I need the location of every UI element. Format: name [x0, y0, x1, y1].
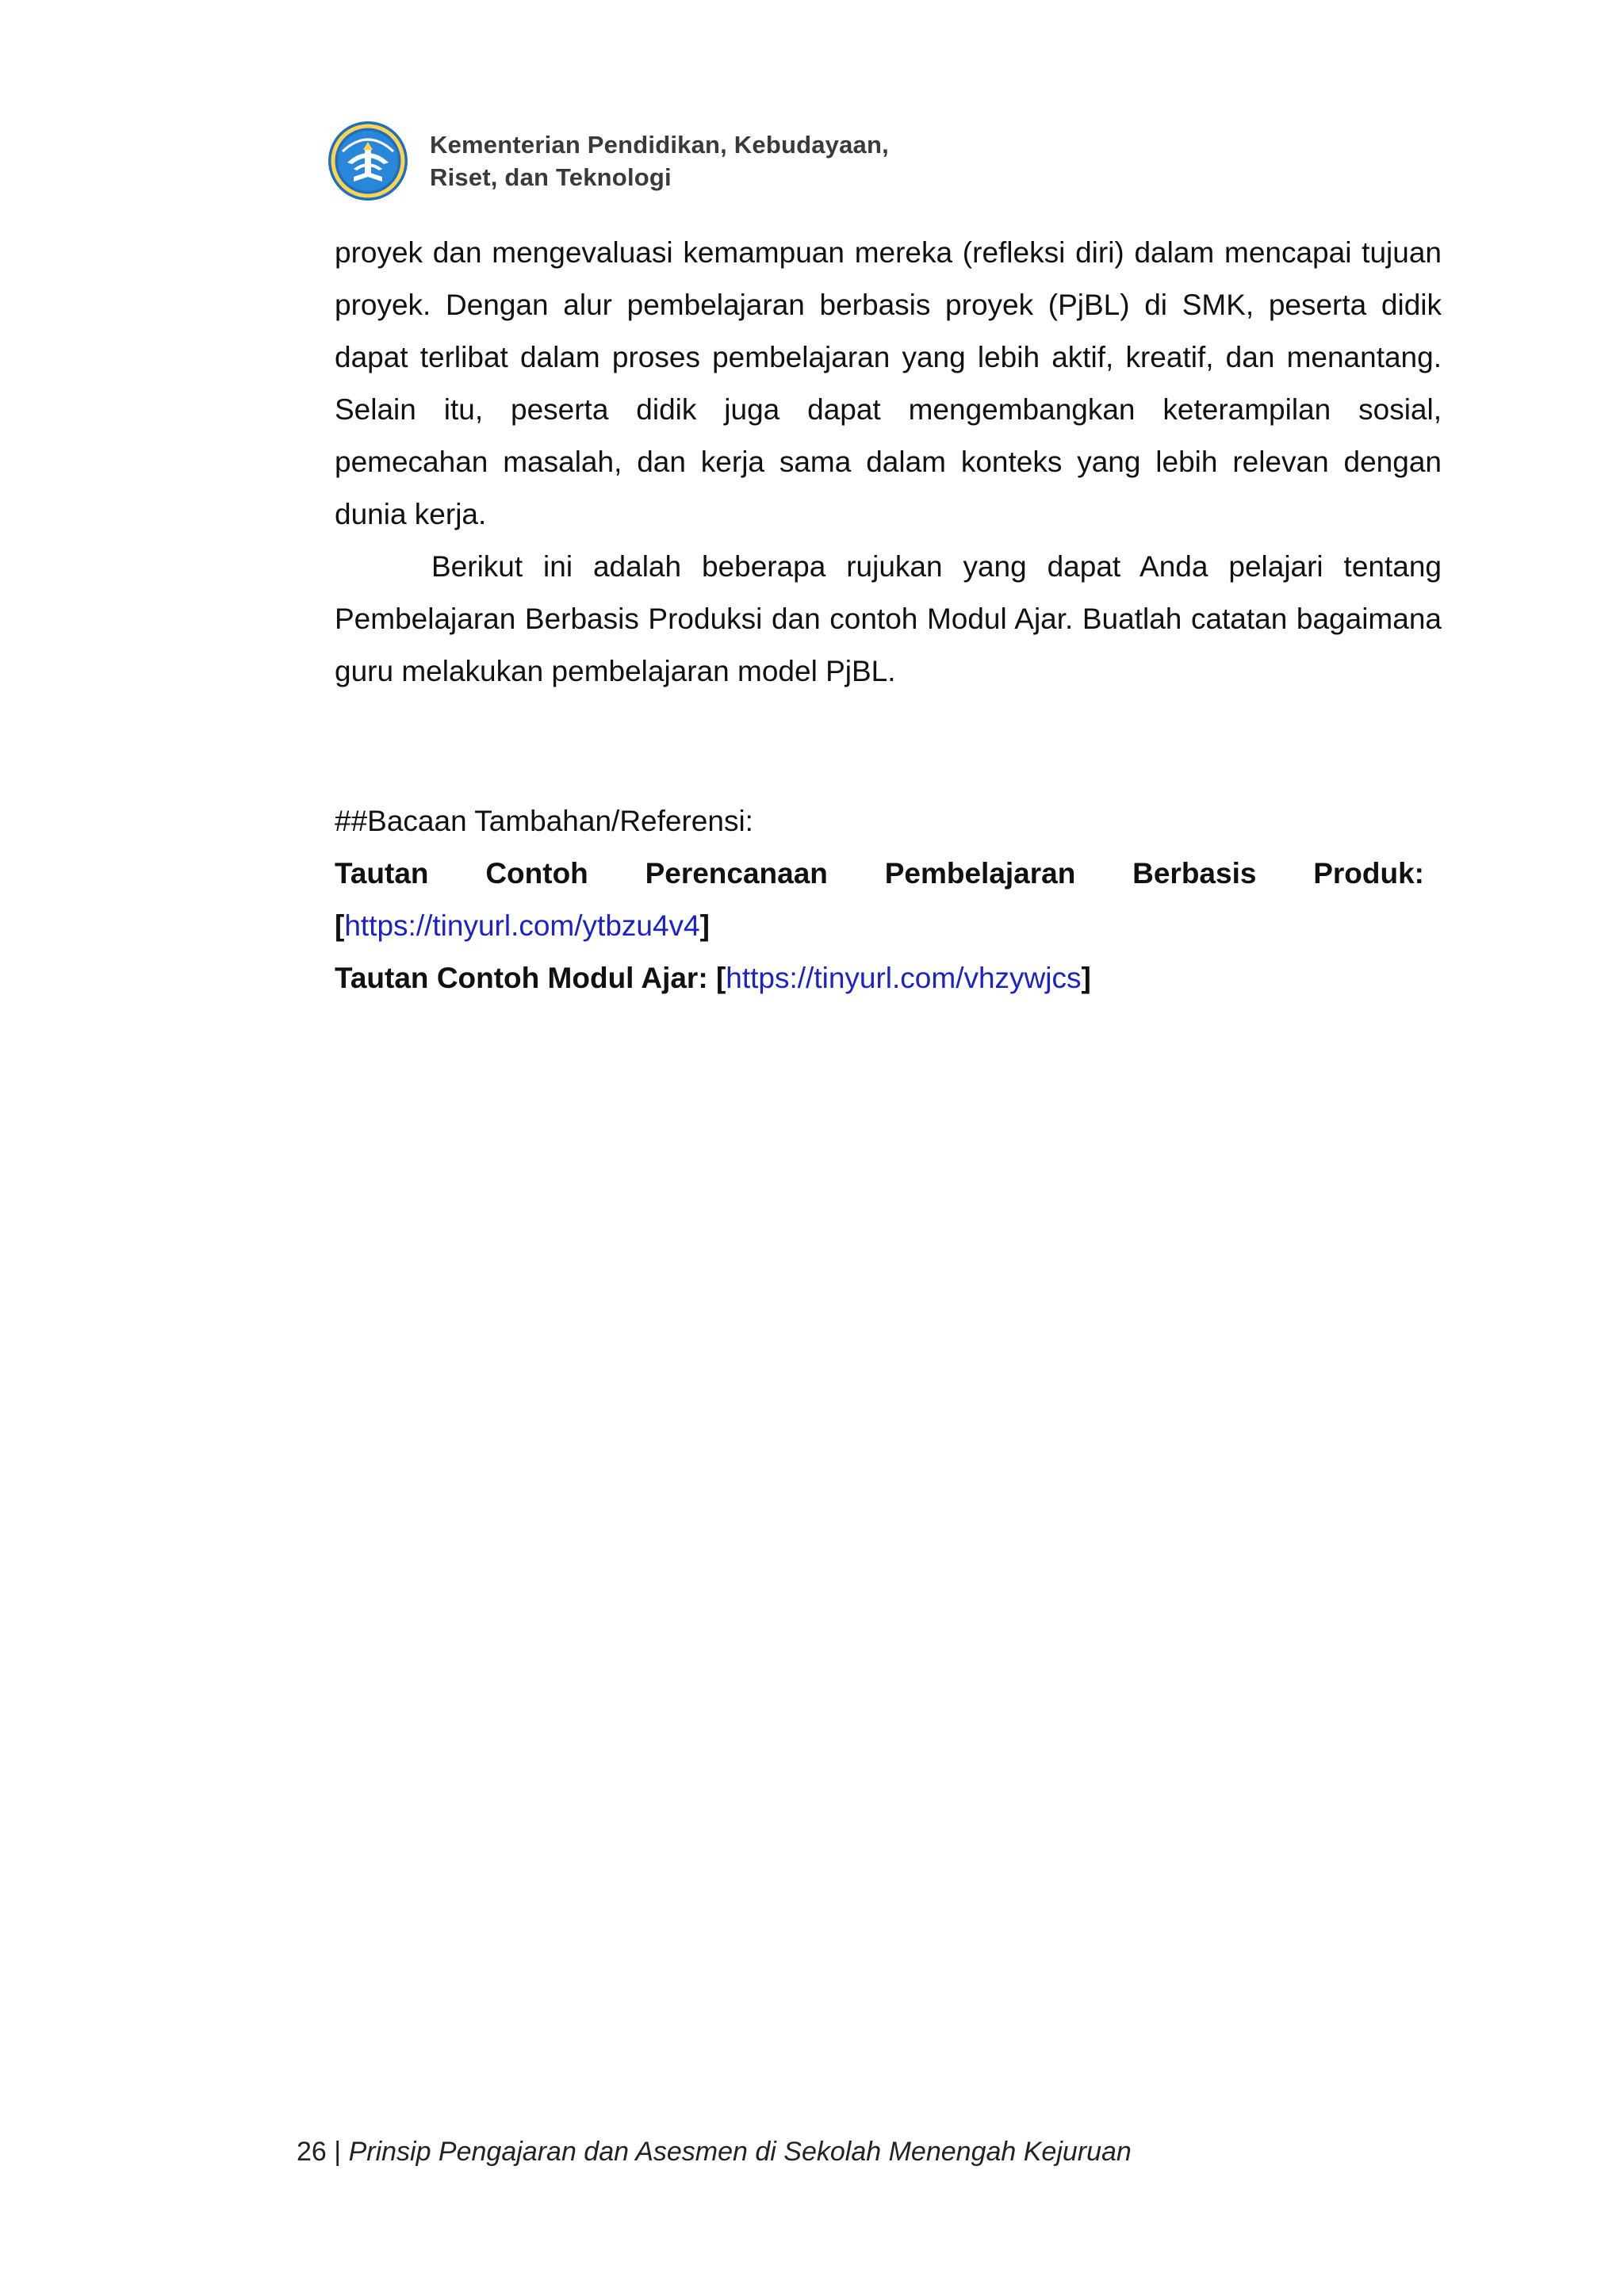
references-heading: ##Bacaan Tambahan/Referensi: — [335, 805, 753, 837]
reference-2-link[interactable]: https://tinyurl.com/vhzywjcs — [726, 962, 1082, 994]
reference-1-label — [335, 848, 1424, 900]
bracket-open: [ — [715, 962, 726, 994]
bracket-close: ] — [699, 909, 710, 942]
reference-1-word: Contoh — [485, 857, 588, 890]
ministry-name-line2: Riset, dan Teknologi — [430, 163, 672, 191]
page-footer — [297, 2134, 1132, 2169]
tut-wuri-handayani-logo-icon — [327, 120, 409, 202]
reference-2-line — [335, 952, 1424, 1004]
ministry-name-line1: Kementerian Pendidikan, Kebudayaan, — [430, 131, 889, 159]
page-number: 26 — [297, 2137, 327, 2167]
paragraph-pjbl-summary: proyek dan mengevaluasi kemampuan mereka (refleksi diri) dalam mencapai tujuan proyek. Dengan alur pembelajaran berbasis proyek (PjBL) di SMK, peserta didik dapat terlibat dalam proses pembelajaran yang lebih aktif, kreatif, dan menantang. Selain itu, peserta didik juga dapat mengembangkan keterampilan sosial, pemecahan masalah, dan kerja sama dalam konteks yang lebih relevan dengan dunia kerja. — [335, 236, 1442, 530]
reference-1-word: Pembelajaran — [884, 857, 1076, 890]
reference-1-word: Tautan — [335, 857, 429, 890]
reference-1-word: Produk: — [1313, 857, 1424, 890]
bracket-open: [ — [335, 909, 345, 942]
ministry-name — [430, 128, 889, 193]
reference-1-link-line — [335, 900, 1424, 952]
bracket-close: ] — [1081, 962, 1091, 994]
footer-separator: | — [326, 2137, 349, 2167]
reference-2-label: Tautan Contoh Modul Ajar: — [335, 962, 716, 994]
book-title: Prinsip Pengajaran dan Asesmen di Sekolah Menengah Kejuruan — [348, 2137, 1132, 2167]
paragraph-references-intro: Berikut ini adalah beberapa rujukan yang dapat Anda pelajari tentang Pembelajaran Berbasis Produksi dan contoh Modul Ajar. Buatlah catatan bagaimana guru melakukan pembelajaran model PjBL. — [335, 550, 1442, 687]
reference-1-word: Berbasis — [1132, 857, 1257, 890]
body-text — [335, 227, 1442, 698]
reference-1-link[interactable]: https://tinyurl.com/ytbzu4v4 — [344, 909, 700, 942]
references-section — [335, 795, 1424, 1004]
page-header — [327, 117, 1040, 205]
reference-1-word: Perencanaan — [645, 857, 828, 890]
